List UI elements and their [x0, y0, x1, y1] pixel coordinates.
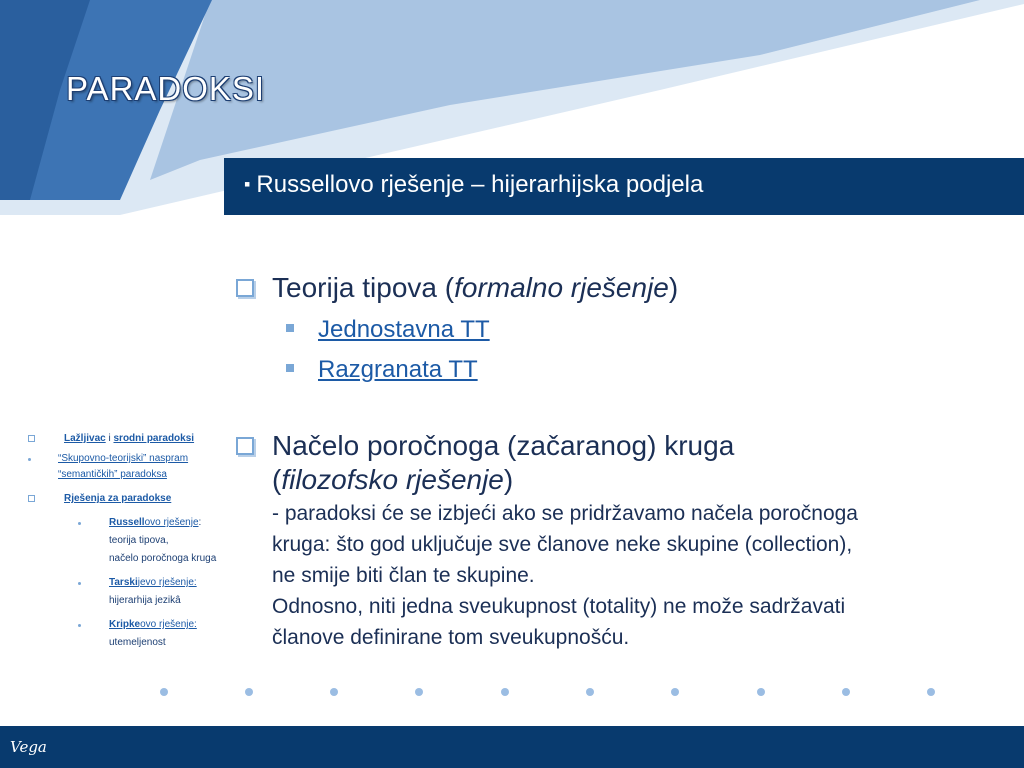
- link-liar[interactable]: Lažljivac: [64, 433, 106, 444]
- item1-italic: formalno rješenje: [454, 272, 669, 303]
- dot-icon: [415, 688, 423, 696]
- slide-title: PARADOKSI: [66, 70, 266, 107]
- footer-logo-text: Vega: [10, 738, 47, 756]
- link-solutions[interactable]: Rješenja za paradokse: [64, 493, 172, 504]
- tarski-detail: hijerarhija jezikâ: [109, 595, 181, 606]
- dot-icon: [842, 688, 850, 696]
- russell-detail-2: načelo poročnoga kruga: [109, 553, 217, 564]
- item2-open: (: [272, 464, 282, 495]
- subitem-ramified-tt[interactable]: [236, 356, 996, 384]
- dot-icon: [501, 688, 509, 696]
- footer-bar: [0, 726, 1024, 768]
- link-russell-solution[interactable]: ovo rješenje: [144, 517, 199, 528]
- dot-icon: [757, 688, 765, 696]
- kripke-detail: utemeljenost: [109, 637, 166, 648]
- dot-icon: [160, 688, 168, 696]
- dot-icon: [671, 688, 679, 696]
- square-bullet-icon: [286, 324, 294, 332]
- link-kripke-solution[interactable]: ovo rješenje:: [140, 619, 197, 630]
- link-tarski-solution[interactable]: jevo rješenje:: [137, 577, 197, 588]
- square-bullet-icon: [286, 364, 294, 372]
- subtitle-banner: [224, 158, 1024, 215]
- navigation-sidebar: [22, 432, 222, 650]
- sidebar-item-kripke[interactable]: [22, 618, 222, 650]
- paragraph-line: Odnosno, niti jedna sveukupnost (totality) ne može sadržavati: [272, 595, 846, 618]
- dot-icon: [245, 688, 253, 696]
- item2-close: ): [503, 464, 514, 495]
- item1-close: ): [668, 272, 679, 303]
- decorative-dot-row: [0, 686, 1024, 698]
- checkbox-bullet-icon: [236, 437, 254, 455]
- sidebar-separator: i: [105, 433, 114, 444]
- item2-italic: filozofsko rješenje: [281, 464, 504, 495]
- list-item-vicious-circle: [236, 430, 996, 462]
- paragraph-line: kruga: što god uključuje sve članove neke skupine (collection),: [272, 533, 853, 556]
- link-russell[interactable]: Russell: [109, 517, 145, 528]
- dot-icon: [330, 688, 338, 696]
- sidebar-item-tarski[interactable]: [22, 576, 222, 608]
- dot-bullet-icon: [28, 458, 31, 461]
- sidebar-item-solutions[interactable]: [22, 492, 222, 506]
- dot-icon: [927, 688, 935, 696]
- checkbox-bullet-icon: [28, 495, 35, 502]
- link-set-theoretic[interactable]: “Skupovno-teorijski” naspram: [58, 453, 189, 464]
- dot-bullet-icon: [78, 582, 81, 585]
- sidebar-item-russell[interactable]: [22, 516, 222, 566]
- link-related-paradoxes[interactable]: srodni paradoksi: [113, 433, 195, 444]
- paragraph-line: - paradoksi će se izbjeći ako se pridržavamo načela poročnoga: [272, 502, 858, 525]
- subitem-simple-tt[interactable]: [236, 316, 996, 344]
- dot-bullet-icon: [78, 624, 81, 627]
- link-kripke[interactable]: Kripke: [109, 619, 141, 630]
- colon: :: [198, 517, 202, 528]
- item2-line2: [236, 464, 996, 496]
- item2-line1: Načelo poročnoga (začaranog) kruga: [272, 430, 735, 461]
- subtitle-label: Russellovo rješenje – hijerarhijska podjela: [256, 171, 704, 198]
- paragraph-line: ne smije biti član te skupine.: [272, 564, 535, 587]
- main-content: [236, 272, 996, 653]
- link-ramified-tt[interactable]: Razgranata TT: [318, 356, 478, 383]
- link-simple-tt[interactable]: Jednostavna TT: [318, 316, 490, 343]
- dot-icon: [586, 688, 594, 696]
- subtitle-text: [244, 171, 703, 199]
- list-item-theory-of-types: [236, 272, 996, 304]
- paragraph-line: članove definirane tom sveukupnošću.: [272, 626, 630, 649]
- link-semantic[interactable]: “semantičkih” paradoksa: [58, 469, 167, 480]
- sidebar-item-liar[interactable]: [22, 432, 222, 446]
- dot-bullet-icon: [78, 522, 81, 525]
- checkbox-bullet-icon: [28, 435, 35, 442]
- link-tarski[interactable]: Tarski: [109, 577, 138, 588]
- item1-text: Teorija tipova (: [272, 272, 455, 303]
- russell-detail-1: teorija tipova,: [109, 535, 169, 546]
- square-bullet-icon: ▪: [244, 174, 251, 194]
- item2-paragraph: [236, 498, 996, 653]
- sidebar-item-set-vs-semantic[interactable]: [22, 452, 222, 482]
- checkbox-bullet-icon: [236, 279, 254, 297]
